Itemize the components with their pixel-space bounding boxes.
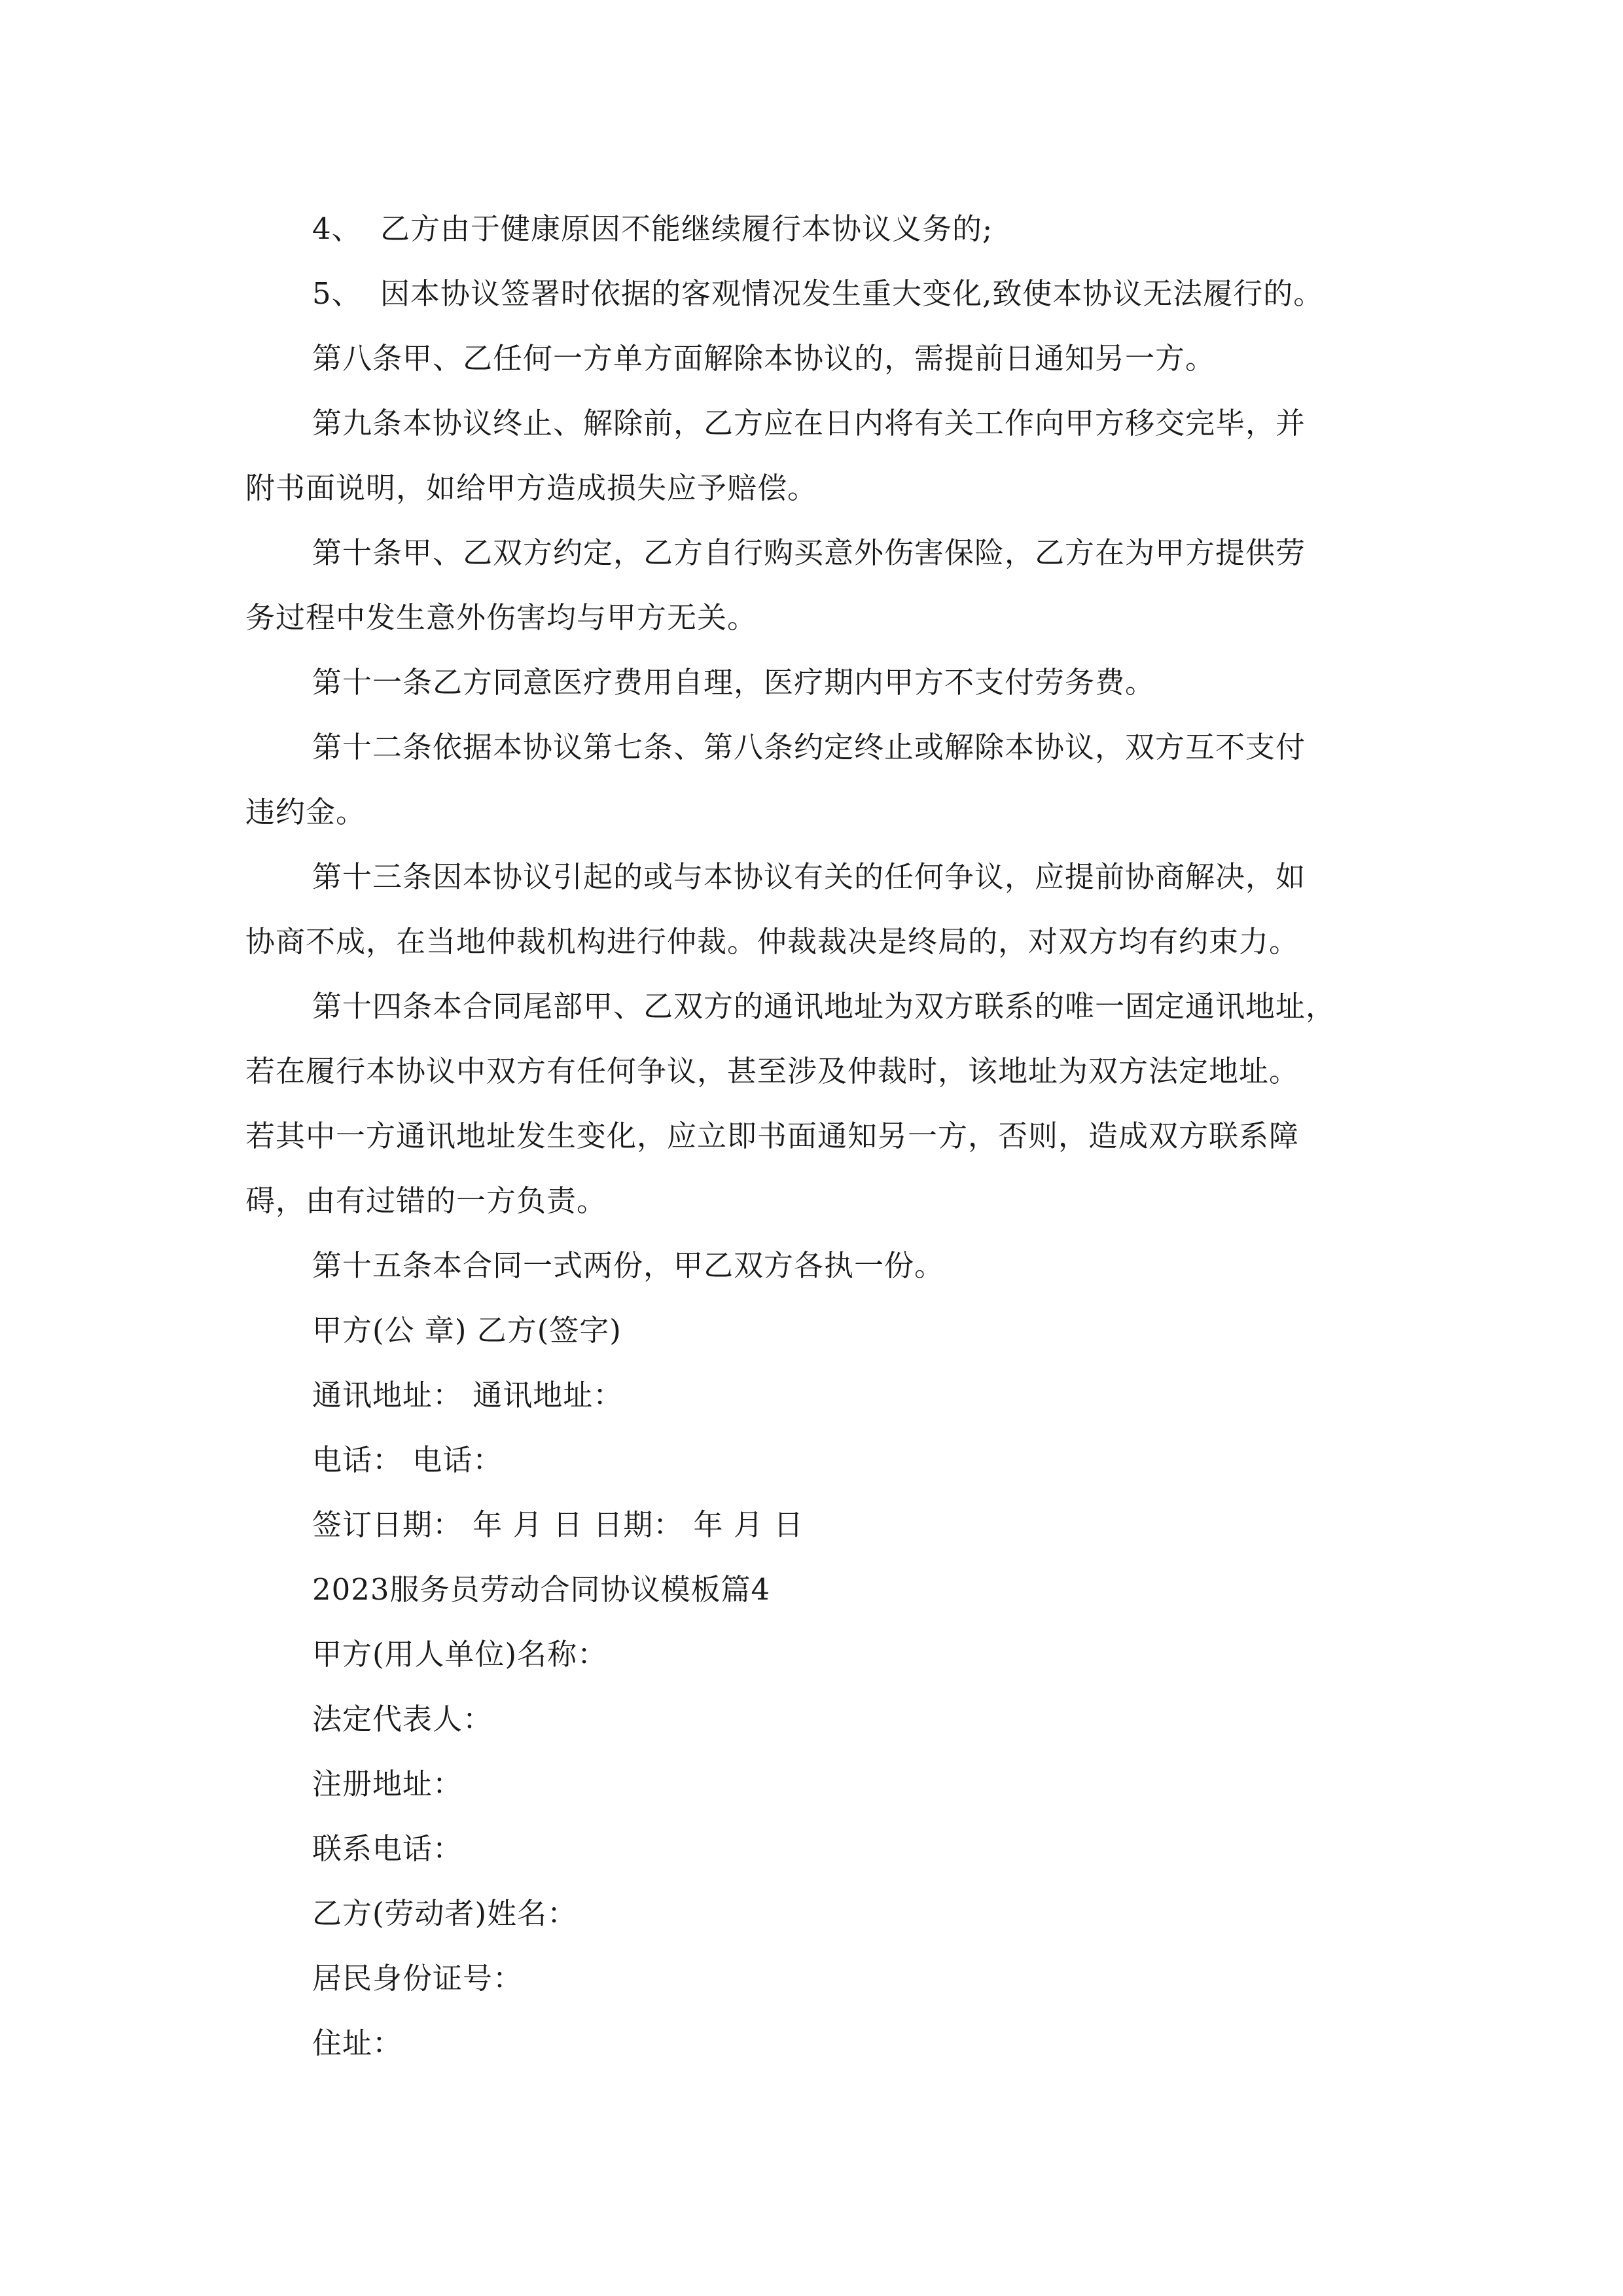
signature-date: 签订日期： 年 月 日 日期： 年 月 日 xyxy=(312,1507,804,1542)
article-9-line-1: 第九条本协议终止、解除前，乙方应在日内将有关工作向甲方移交完毕，并 xyxy=(312,406,1306,440)
article-12-line-2: 违约金。 xyxy=(245,795,366,829)
article-10-line-2: 务过程中发生意外伤害均与甲方无关。 xyxy=(245,600,758,635)
article-10-line-1: 第十条甲、乙双方约定，乙方自行购买意外伤害保险，乙方在为甲方提供劳 xyxy=(312,535,1306,570)
section-title: 2023服务员劳动合同协议模板篇4 xyxy=(312,1572,771,1607)
employee-name-field: 乙方(劳动者)姓名： xyxy=(312,1896,578,1931)
list-item xyxy=(245,196,1387,261)
id-number-field: 居民身份证号： xyxy=(312,1961,524,1996)
list-item-number: 4、 xyxy=(312,211,362,246)
list-item-text: 因本协议签署时依据的客观情况发生重大变化,致使本协议无法履行的。 xyxy=(380,276,1324,311)
article-14-line-2: 若在履行本协议中双方有任何争议，甚至涉及仲裁时，该地址为双方法定地址。 xyxy=(245,1054,1300,1088)
contact-phone-field: 联系电话： xyxy=(312,1831,463,1866)
article-12-line-1: 第十二条依据本协议第七条、第八条约定终止或解除本协议，双方互不支付 xyxy=(312,730,1306,764)
signature-phone: 电话： 电话： xyxy=(312,1443,503,1477)
employer-name-field: 甲方(用人单位)名称： xyxy=(312,1637,608,1672)
article-13-line-1: 第十三条因本协议引起的或与本协议有关的任何争议，应提前协商解决，如 xyxy=(312,859,1306,894)
article-14-line-3: 若其中一方通讯地址发生变化，应立即书面通知另一方，否则，造成双方联系障 xyxy=(245,1119,1300,1153)
list-item-text: 乙方由于健康原因不能继续履行本协议义务的; xyxy=(380,211,993,246)
signature-address: 通讯地址： 通讯地址： xyxy=(312,1378,624,1412)
article-8: 第八条甲、乙任何一方单方面解除本协议的，需提前日通知另一方。 xyxy=(312,341,1216,376)
article-13-line-2: 协商不成，在当地仲裁机构进行仲裁。仲裁裁决是终局的，对双方均有约束力。 xyxy=(245,924,1300,959)
list-item xyxy=(245,261,1387,326)
document-body xyxy=(245,196,1387,2075)
article-9-line-2: 附书面说明，如给甲方造成损失应予赔偿。 xyxy=(245,471,818,505)
list-item-number: 5、 xyxy=(312,276,362,311)
article-14-line-1: 第十四条本合同尾部甲、乙双方的通讯地址为双方联系的唯一固定通讯地址， xyxy=(312,989,1336,1024)
article-11: 第十一条乙方同意医疗费用自理，医疗期内甲方不支付劳务费。 xyxy=(312,665,1156,700)
residence-field: 住址： xyxy=(312,2026,403,2060)
signature-parties: 甲方(公 章) 乙方(签字) xyxy=(312,1313,622,1348)
article-15: 第十五条本合同一式两份，甲乙双方各执一份。 xyxy=(312,1248,945,1283)
registered-address-field: 注册地址： xyxy=(312,1767,463,1801)
legal-representative-field: 法定代表人： xyxy=(312,1702,493,1736)
article-14-line-4: 碍，由有过错的一方负责。 xyxy=(245,1183,607,1218)
